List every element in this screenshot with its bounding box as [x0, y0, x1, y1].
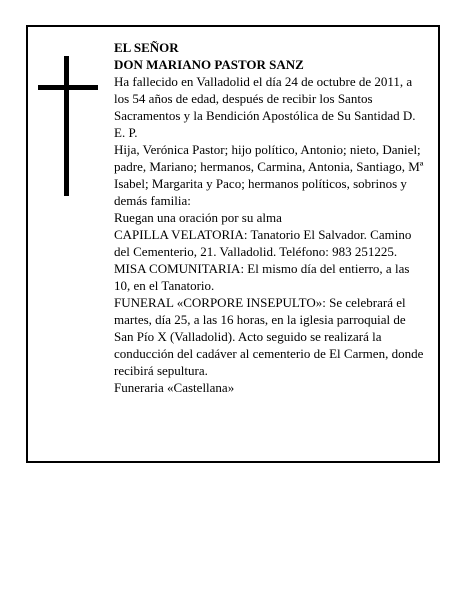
family-paragraph: Hija, Verónica Pastor; hijo político, Antonio; nieto, Daniel; padre, Mariano; hermanos, Carmina, Antonia, Santiago, Mª Isabel; Margarita y Paco; hermanos políticos, sobrinos y demás familia: — [114, 142, 424, 208]
community-mass-info: MISA COMUNITARIA: El mismo día del entierro, a las 10, en el Tanatorio. — [114, 261, 410, 293]
deceased-name: DON MARIANO PASTOR SANZ — [114, 57, 304, 72]
death-notice-paragraph: Ha fallecido en Valladolid el día 24 de octubre de 2011, a los 54 años de edad, después de recibir los Santos Sacramentos y la Bendición Apostólica de Su Santidad D. E. P. — [114, 74, 416, 140]
prayer-request: Ruegan una oración por su alma — [114, 210, 282, 225]
wake-chapel-info: CAPILLA VELATORIA: Tanatorio El Salvador. Camino del Cementerio, 21. Valladolid. Teléfono: 983 251225. — [114, 227, 412, 259]
funeral-home: Funeraria «Castellana» — [114, 380, 235, 395]
funeral-info: FUNERAL «CORPORE INSEPULTO»: Se celebrará el martes, día 25, a las 16 horas, en la iglesia parroquial de San Pío X (Valladolid). Acto seguido se realizará la conducción del cadáver al cementerio de El Carmen, donde recibirá sepultura. — [114, 295, 424, 378]
latin-cross-icon — [38, 56, 98, 196]
obituary-text — [114, 39, 426, 396]
cross-vertical-bar — [64, 56, 69, 196]
cross-horizontal-bar — [38, 85, 98, 90]
title-line-1: EL SEÑOR — [114, 40, 179, 55]
